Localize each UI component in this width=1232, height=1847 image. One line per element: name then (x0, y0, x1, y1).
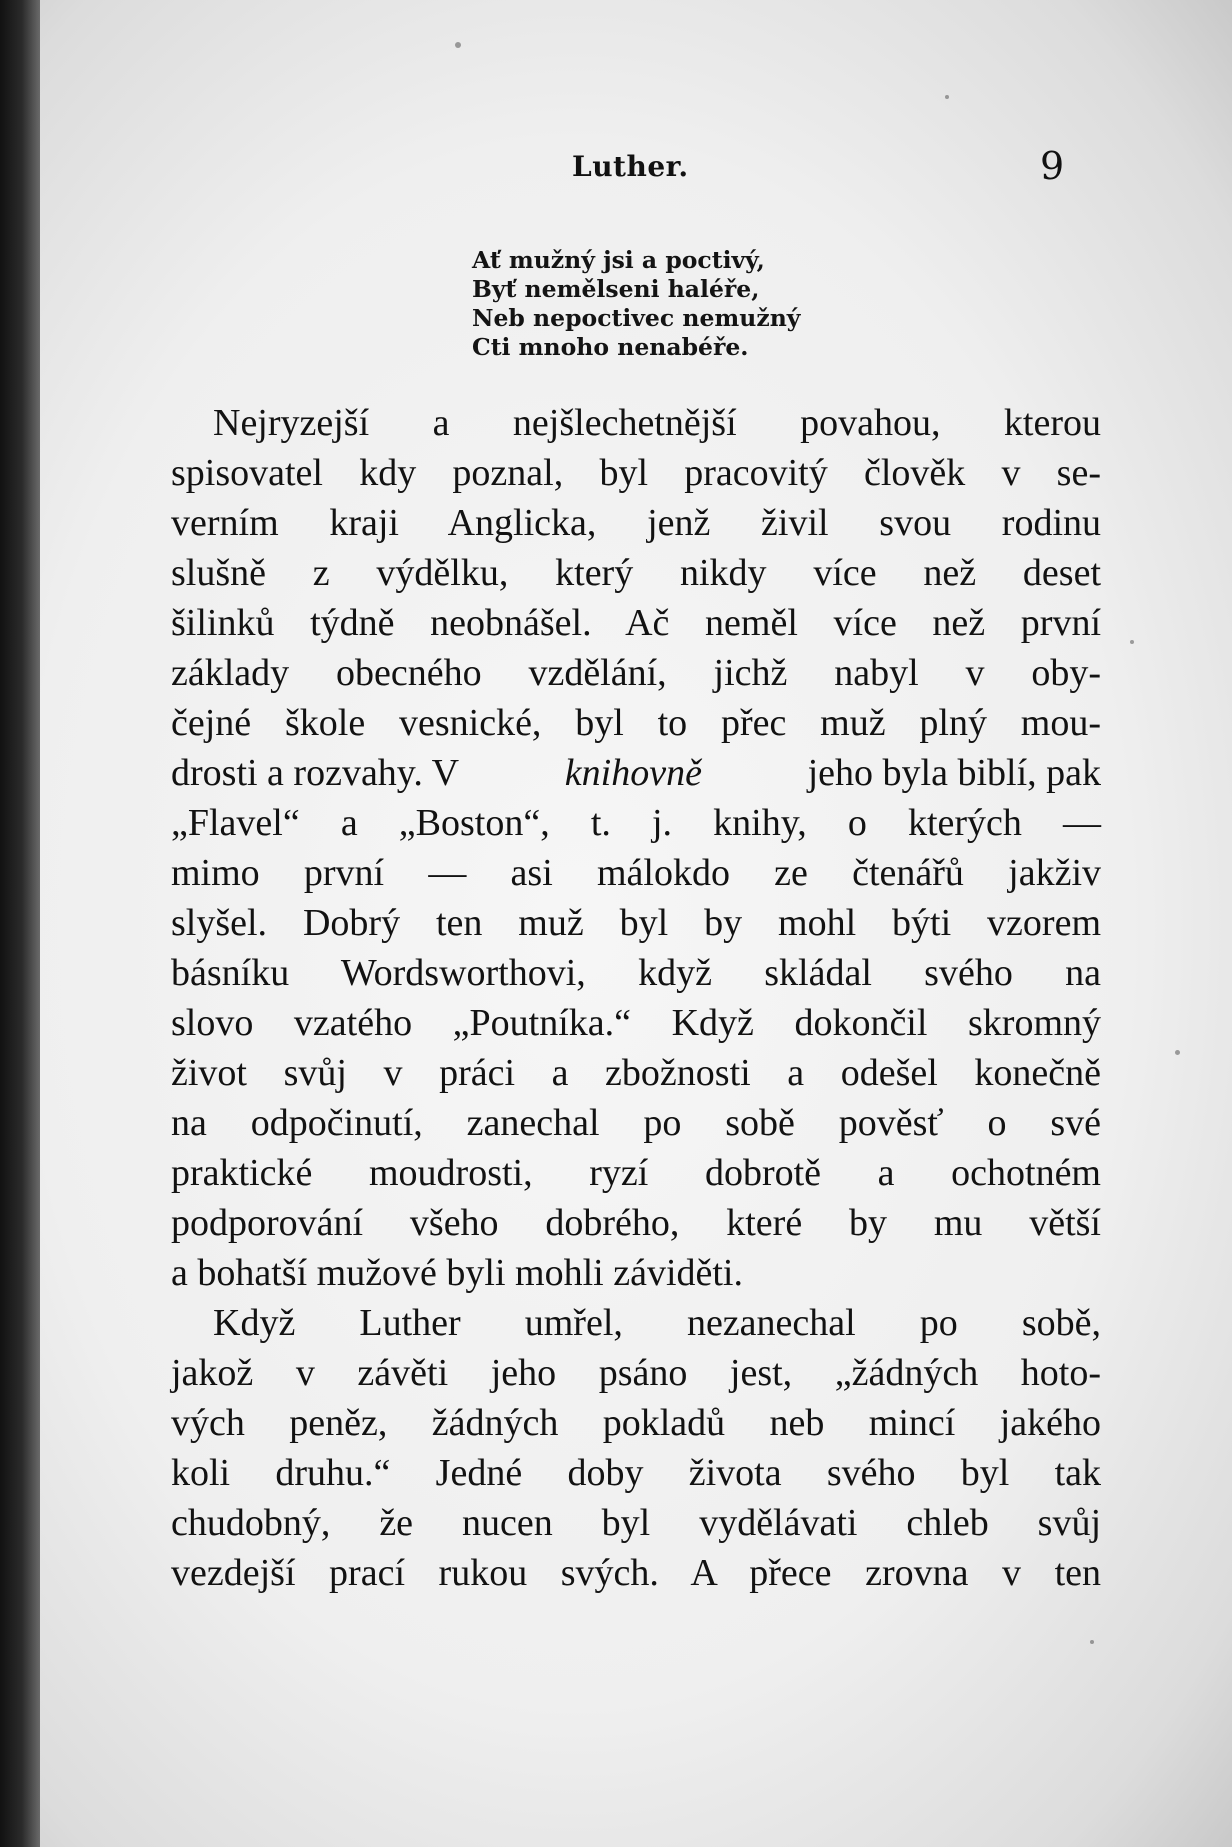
text-line: a bohatší mužové byli mohli záviděti. (171, 1252, 743, 1294)
text-line: slovo vzatého „Poutníka.“ Když dokončil skromný (171, 1002, 1101, 1044)
page-speck (1175, 1050, 1180, 1055)
text-line: slyšel. Dobrý ten muž byl by mohl býti vzorem (171, 902, 1101, 944)
text-line: Nejryzejší a nejšlechetnější povahou, kterou (213, 402, 1101, 444)
page-speck (945, 95, 949, 99)
body-text (171, 398, 1101, 1598)
text-line: život svůj v práci a zbožnosti a odešel konečně (171, 1052, 1101, 1094)
verse-line: Neb nepoctivec nemužný (472, 304, 801, 332)
page-speck (1130, 640, 1134, 644)
text-segment: drosti a rozvahy. V (171, 752, 460, 794)
text-line: spisovatel kdy poznal, byl pracovitý člověk v se- (171, 452, 1101, 494)
page-speck (1090, 1640, 1094, 1644)
running-title: Luther. (572, 150, 689, 183)
italic-word: knihovně (564, 752, 702, 794)
verse-line: Cti mnoho nenabéře. (472, 333, 749, 361)
text-line: na odpočinutí, zanechal po sobě pověsť o své (171, 1102, 1101, 1144)
text-line: koli druhu.“ Jedné doby života svého byl tak (171, 1452, 1101, 1494)
text-line: čejné škole vesnické, byl to přec muž plný mou- (171, 702, 1101, 744)
text-line: základy obecného vzdělání, jichž nabyl v oby- (171, 652, 1101, 694)
text-line: podporování všeho dobrého, které by mu větší (171, 1202, 1101, 1244)
text-line: verním kraji Anglicka, jenž živil svou rodinu (171, 502, 1101, 544)
text-line: vých peněz, žádných pokladů neb mincí jakého (171, 1402, 1101, 1444)
text-line: praktické moudrosti, ryzí dobrotě a ochotném (171, 1152, 1101, 1194)
text-line: jakož v závěti jeho psáno jest, „žádných hoto- (171, 1352, 1101, 1394)
text-line: „Flavel“ a „Boston“, t. j. knihy, o kterých — (171, 802, 1101, 844)
text-line: slušně z výdělku, který nikdy více než deset (171, 552, 1101, 594)
epigraph-verse (472, 246, 972, 362)
text-segment: jeho byla biblí, pak (807, 752, 1101, 794)
verse-line: Byť nemělseni haléře, (472, 275, 760, 303)
text-line: vezdejší prací rukou svých. A přece zrovna v ten (171, 1552, 1101, 1594)
verse-line: Ať mužný jsi a poctivý, (472, 246, 765, 274)
page-number: 9 (1040, 144, 1065, 188)
page-speck (455, 42, 461, 48)
text-line: šilinků týdně neobnášel. Ač neměl více než první (171, 602, 1101, 644)
page-header (40, 144, 1232, 200)
text-line: Když Luther umřel, nezanechal po sobě, (213, 1302, 1101, 1344)
book-page (40, 0, 1232, 1847)
text-line: chudobný, že nucen byl vydělávati chleb svůj (171, 1502, 1101, 1544)
book-gutter (0, 0, 40, 1847)
text-line (171, 748, 1101, 798)
text-line: básníku Wordsworthovi, když skládal svého na (171, 952, 1101, 994)
text-line: mimo první — asi málokdo ze čtenářů jakživ (171, 852, 1101, 894)
